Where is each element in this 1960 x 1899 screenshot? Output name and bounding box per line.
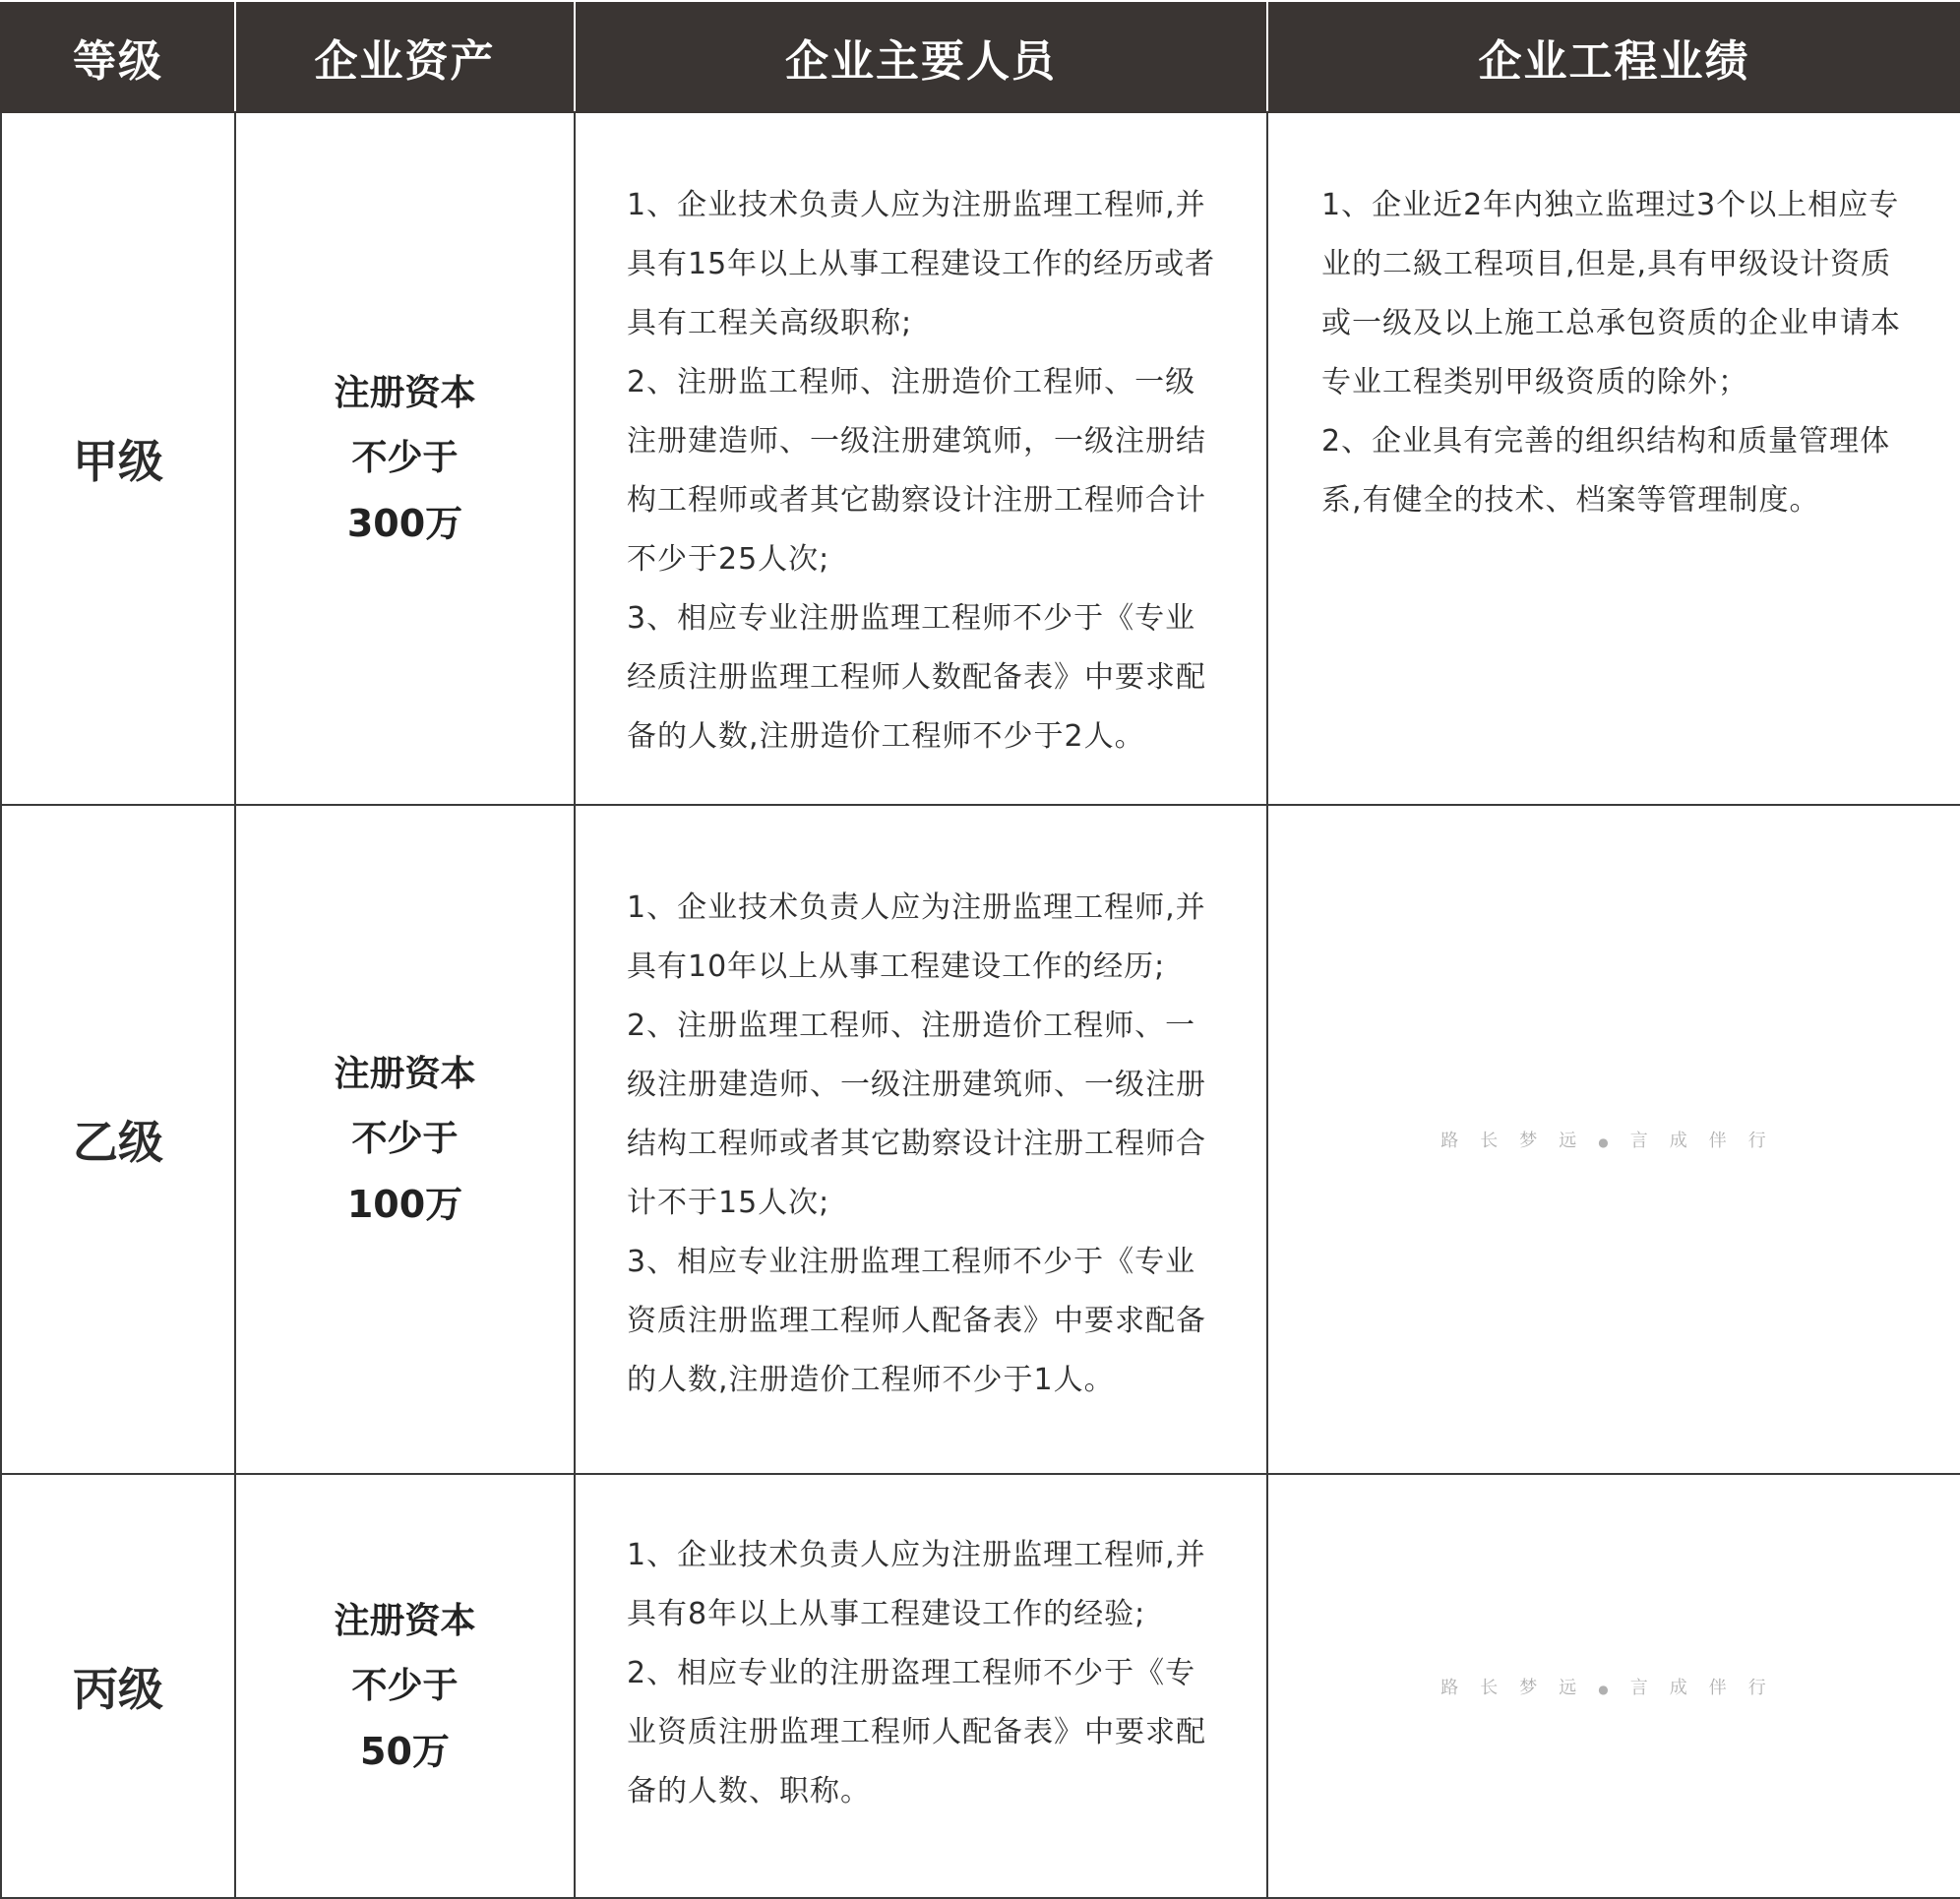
- watermark: [1440, 1131, 1787, 1151]
- assets-cell: [235, 112, 575, 805]
- assets-amount: 300万: [346, 502, 463, 545]
- personnel-cell: [575, 112, 1267, 805]
- assets-line: 不少于: [351, 438, 459, 478]
- watermark-dot-icon: ●: [1598, 1135, 1630, 1149]
- performance-item: 1、企业近2年内独立监理过3个以上相应专业的二級工程项目,但是,具有甲级设计资质或一级及以上施工总承包资质的企业申请本专业工程类别甲级资质的除外；: [1321, 188, 1901, 399]
- assets-line: 注册资本: [334, 373, 476, 413]
- personnel-item: 1、企业技术负责人应为注册监理工程师,并具有15年以上从事工程建设工作的经历或者具有工程关高级职称;: [627, 188, 1216, 340]
- watermark-dot-icon: ●: [1598, 1682, 1630, 1696]
- header-grade: 等级: [1, 1, 235, 112]
- assets-amount: 100万: [346, 1183, 463, 1226]
- personnel-item: 3、相应专业注册监理工程师不少于《专业经质注册监理工程师人数配备表》中要求配备的人数,注册造价工程师不少于2人。: [627, 601, 1206, 754]
- personnel-item: 1、企业技术负责人应为注册监理工程师,并具有8年以上从事工程建设工作的经验;: [627, 1538, 1206, 1631]
- watermark-text: 路长梦远: [1440, 1131, 1599, 1151]
- personnel-item: 2、注册监工程师、注册造价工程师、一级注册建造师、一级注册建筑师，一级注册结构工程师或者其它勘察设计注册工程师合计不少于25人次;: [627, 365, 1206, 577]
- personnel-item: 1、企业技术负责人应为注册监理工程师,并具有10年以上从事工程建设工作的经历;: [627, 890, 1206, 984]
- performance-cell: [1267, 112, 1960, 805]
- assets-line: 注册资本: [334, 1600, 476, 1641]
- personnel-item: 2、相应专业的注册盗理工程师不少于《专业资质注册监理工程师人配备表》中要求配备的人数、职称。: [627, 1656, 1206, 1808]
- performance-cell-empty: [1267, 805, 1960, 1474]
- row-grade-a: [1, 112, 1960, 805]
- row-grade-b: [1, 805, 1960, 1474]
- personnel-cell: [575, 805, 1267, 1474]
- assets-amount: 50万: [360, 1729, 450, 1773]
- assets-line: 不少于: [351, 1119, 459, 1159]
- watermark-text: 言成伴行: [1629, 1131, 1788, 1151]
- personnel-cell: [575, 1474, 1267, 1898]
- personnel-item: 2、注册监理工程师、注册造价工程师、一级注册建造师、一级注册建筑师、一级注册结构工程师或者其它勘察设计注册工程师合计不于15人次;: [627, 1009, 1206, 1220]
- watermark-text: 路长梦远: [1440, 1677, 1599, 1698]
- performance-item: 2、企业具有完善的组织结构和质量管理体系,有健全的技术、档案等管理制度。: [1321, 424, 1891, 518]
- assets-line: 不少于: [351, 1665, 459, 1706]
- grade-cell: 丙级: [1, 1474, 235, 1898]
- header-assets: 企业资产: [235, 1, 575, 112]
- header-personnel: 企业主要人员: [575, 1, 1267, 112]
- row-grade-c: [1, 1474, 1960, 1898]
- header-row: [1, 1, 1960, 112]
- grade-cell: 乙级: [1, 805, 235, 1474]
- grade-cell: 甲级: [1, 112, 235, 805]
- personnel-item: 3、相应专业注册监理工程师不少于《专业资质注册监理工程师人配备表》中要求配备的人数,注册造价工程师不少于1人。: [627, 1245, 1206, 1397]
- assets-cell: [235, 805, 575, 1474]
- assets-cell: [235, 1474, 575, 1898]
- watermark: [1440, 1678, 1787, 1698]
- watermark-text: 言成伴行: [1629, 1677, 1788, 1698]
- header-performance: 企业工程业绩: [1267, 1, 1960, 112]
- performance-cell-empty: [1267, 1474, 1960, 1898]
- assets-line: 注册资本: [334, 1054, 476, 1094]
